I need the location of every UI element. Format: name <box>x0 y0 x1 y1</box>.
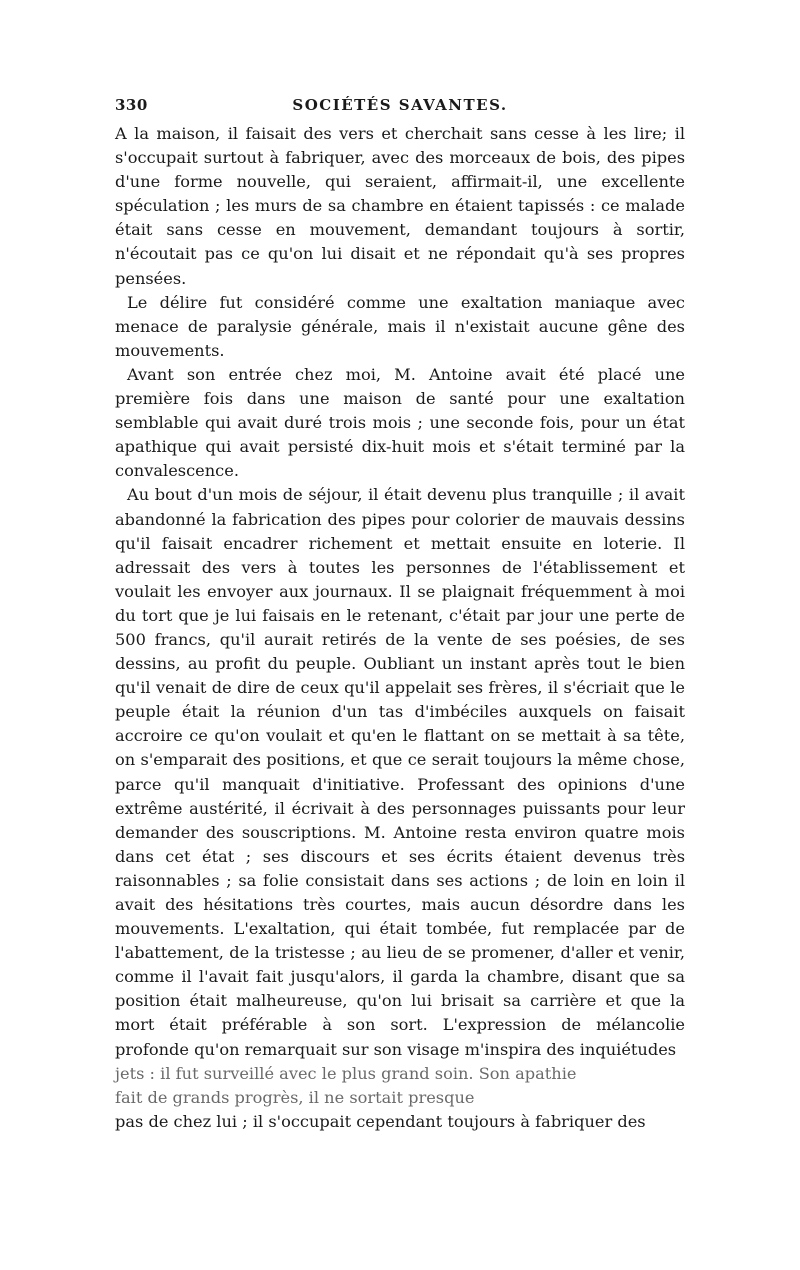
paragraph: Le délire fut considéré comme une exaltation maniaque avec menace de paralysie générale, mais il n'existait aucune gêne des mouvements. <box>115 292 685 360</box>
book-page <box>115 96 685 1134</box>
body-text <box>115 122 685 1134</box>
running-title: SOCIÉTÉS SAVANTES. <box>292 96 508 114</box>
paragraph: Au bout d'un mois de séjour, il était devenu plus tranquille ; il avait abandonné la fabrication des pipes pour colorier de mauvais dessins qu'il faisait encadrer richement et mettait ensuite en loterie. Il adressait des vers à toutes les personnes de l'établissement et voulait les envoyer aux journaux. Il se plaignait fréquemment à moi du tort que je lui faisais en le retenant, c'était par jour une perte de 500 francs, qu'il aurait retirés de la vente de ses poésies, de ses dessins, au profit du peuple. Oubliant un instant après tout le bien qu'il venait de dire de ceux qu'il appelait ses frères, il s'écriait que le peuple était la réunion d'un tas d'imbéciles auxquels on faisait accroire ce qu'on voulait et qu'en le flattant on se mettait à sa tête, on s'emparait des positions, et que ce serait toujours la même chose, parce qu'il manquait d'initiative. Professant des opinions d'une extrême austérité, il écrivait à des personnages puissants pour leur demander des souscriptions. M. Antoine resta environ quatre mois dans cet état ; ses discours et ses écrits étaient devenus très raisonnables ; sa folie consistait dans ses actions ; de loin en loin il avait des hésitations très courtes, mais aucun désordre dans les mouvements. L'exaltation, qui était tombée, fut remplacée par de l'abattement, de la tristesse ; au lieu de se promener, d'aller et venir, comme il l'avait fait jusqu'alors, il garda la chambre, disant que sa position était malheureuse, qu'on lui brisait sa carrière et que la mort était préférable à son sort. L'expression de mélancolie profonde qu'on remarquait sur son visage m'inspira des inquiétudes <box>115 485 685 1059</box>
paragraph: A la maison, il faisait des vers et cherchait sans cesse à les lire; il s'occupait surtout à fabriquer, avec des morceaux de bois, des pipes d'une forme nouvelle, qui seraient, affirmait-il, une excellente spéculation ; les murs de sa chambre en étaient tapissés : ce malade était sans cesse en mouvement, demandant toujours à sortir, n'écoutait pas ce qu'on lui disait et ne répondait qu'à ses propres pensées. <box>115 124 685 288</box>
page-number: 330 <box>115 96 148 114</box>
last-line: pas de chez lui ; il s'occupait cependant toujours à fabriquer des <box>115 1111 646 1131</box>
running-header <box>115 96 685 122</box>
faded-line: jets : il fut surveillé avec le plus grand soin. Son apathie <box>115 1063 577 1083</box>
faded-line: fait de grands progrès, il ne sortait presque <box>115 1087 475 1107</box>
paragraph: Avant son entrée chez moi, M. Antoine avait été placé une première fois dans une maison de santé pour une exaltation semblable qui avait duré trois mois ; une seconde fois, pour un état apathique qui avait persisté dix-huit mois et s'était terminé par la convalescence. <box>115 364 685 481</box>
